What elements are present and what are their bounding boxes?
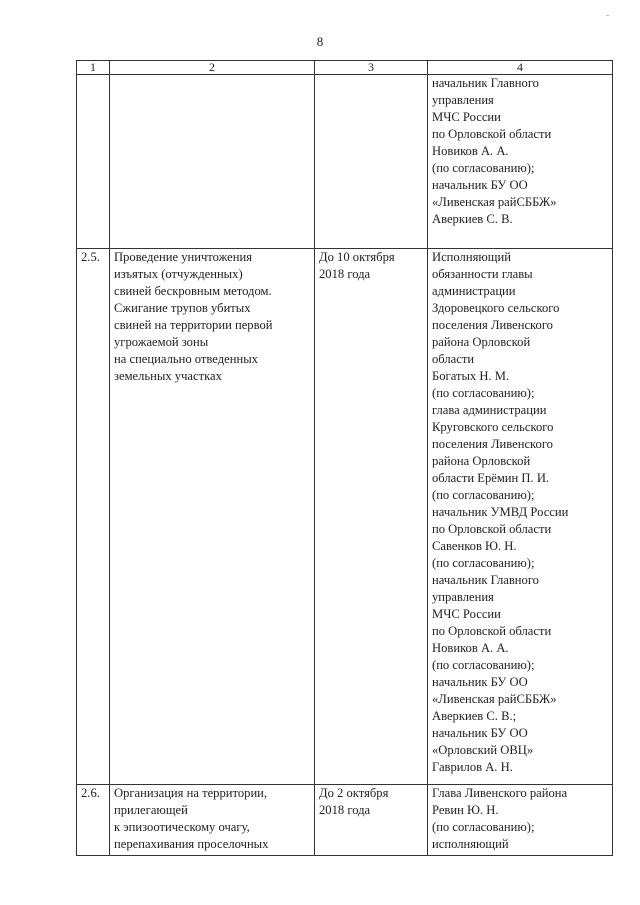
cell-line: начальник Главного	[432, 76, 539, 90]
cell-line: (по согласованию);	[432, 386, 535, 400]
cell-line: начальник УМВД России	[432, 505, 569, 519]
cell-line: Организация на территории,	[114, 786, 268, 800]
cell-line: начальник БУ ОО	[432, 726, 528, 740]
cell-line: на специально отведенных	[114, 352, 258, 366]
activity-cell	[110, 249, 315, 785]
cell-line: перепахивания проселочных	[114, 837, 269, 851]
cell-line: свиней бескровным методом.	[114, 284, 272, 298]
cell-line: Исполняющий	[432, 250, 511, 264]
cell-line: области Ерёмин П. И.	[432, 471, 550, 485]
activity-cell	[110, 785, 315, 856]
cell-line: До 10 октября	[319, 250, 395, 264]
row-number: 2.6.	[77, 785, 110, 856]
header-col-4: 4	[428, 61, 613, 75]
cell-line: района Орловской	[432, 454, 531, 468]
cell-line: земельных участках	[114, 369, 222, 383]
row-number	[77, 75, 110, 249]
cell-line: обязанности главы	[432, 267, 533, 281]
page-number: 8	[316, 34, 324, 49]
cell-line: Богатых Н. М.	[432, 369, 510, 383]
table-row	[77, 249, 613, 785]
cell-line: Аверкиев С. В.;	[432, 709, 517, 723]
measures-table	[76, 60, 613, 856]
cell-line: изъятых (отчужденных)	[114, 267, 243, 281]
cell-line: «Ливенская райСББЖ»	[432, 195, 557, 209]
cell-line: (по согласованию);	[432, 658, 535, 672]
deadline-cell	[315, 249, 428, 785]
header-col-3: 3	[315, 61, 428, 75]
cell-line: исполняющий	[432, 837, 509, 851]
row-number: 2.5.	[77, 249, 110, 785]
cell-line: начальник БУ ОО	[432, 178, 528, 192]
header-col-1: 1	[77, 61, 110, 75]
cell-line: Гаврилов А. Н.	[432, 760, 513, 774]
cell-line: по Орловской области	[432, 624, 552, 638]
cell-line: (по согласованию);	[432, 161, 535, 175]
cell-line: Сжигание трупов убитых	[114, 301, 251, 315]
corner-mark: -	[606, 10, 610, 21]
cell-line: администрации	[432, 284, 516, 298]
cell-line: управления	[432, 590, 494, 604]
cell-line: области	[432, 352, 475, 366]
responsible-cell	[428, 249, 613, 785]
cell-line: Аверкиев С. В.	[432, 212, 513, 226]
cell-line: угрожаемой зоны	[114, 335, 209, 349]
cell-line: по Орловской области	[432, 522, 552, 536]
cell-line: района Орловской	[432, 335, 531, 349]
table-header-row	[77, 61, 613, 75]
cell-line: (по согласованию);	[432, 820, 535, 834]
cell-line: Круговского сельского	[432, 420, 554, 434]
responsible-cell	[428, 75, 613, 249]
cell-line: Проведение уничтожения	[114, 250, 253, 264]
cell-line: начальник Главного	[432, 573, 539, 587]
cell-line: Ревин Ю. Н.	[432, 803, 499, 817]
cell-line: 2018 года	[319, 803, 371, 817]
cell-line: глава администрации	[432, 403, 547, 417]
cell-line: поселения Ливенского	[432, 318, 553, 332]
cell-line: управления	[432, 93, 494, 107]
cell-line: прилегающей	[114, 803, 188, 817]
activity-cell	[110, 75, 315, 249]
cell-line: (по согласованию);	[432, 556, 535, 570]
cell-line: Глава Ливенского района	[432, 786, 568, 800]
deadline-cell	[315, 75, 428, 249]
cell-line: «Орловский ОВЦ»	[432, 743, 534, 757]
cell-line: МЧС России	[432, 607, 501, 621]
cell-line: поселения Ливенского	[432, 437, 553, 451]
header-col-2: 2	[110, 61, 315, 75]
cell-line: Новиков А. А.	[432, 144, 509, 158]
table-row	[77, 75, 613, 249]
cell-line: начальник БУ ОО	[432, 675, 528, 689]
cell-line: Савенков Ю. Н.	[432, 539, 517, 553]
table-row	[77, 785, 613, 856]
cell-line: До 2 октября	[319, 786, 389, 800]
responsible-cell	[428, 785, 613, 856]
cell-line: МЧС России	[432, 110, 501, 124]
cell-line: 2018 года	[319, 267, 371, 281]
cell-line: «Ливенская райСББЖ»	[432, 692, 557, 706]
cell-line: по Орловской области	[432, 127, 552, 141]
cell-line: (по согласованию);	[432, 488, 535, 502]
cell-line: свиней на территории первой	[114, 318, 273, 332]
cell-line: Новиков А. А.	[432, 641, 509, 655]
deadline-cell	[315, 785, 428, 856]
cell-line: к эпизоотическому очагу,	[114, 820, 250, 834]
cell-line: Здоровецкого сельского	[432, 301, 560, 315]
